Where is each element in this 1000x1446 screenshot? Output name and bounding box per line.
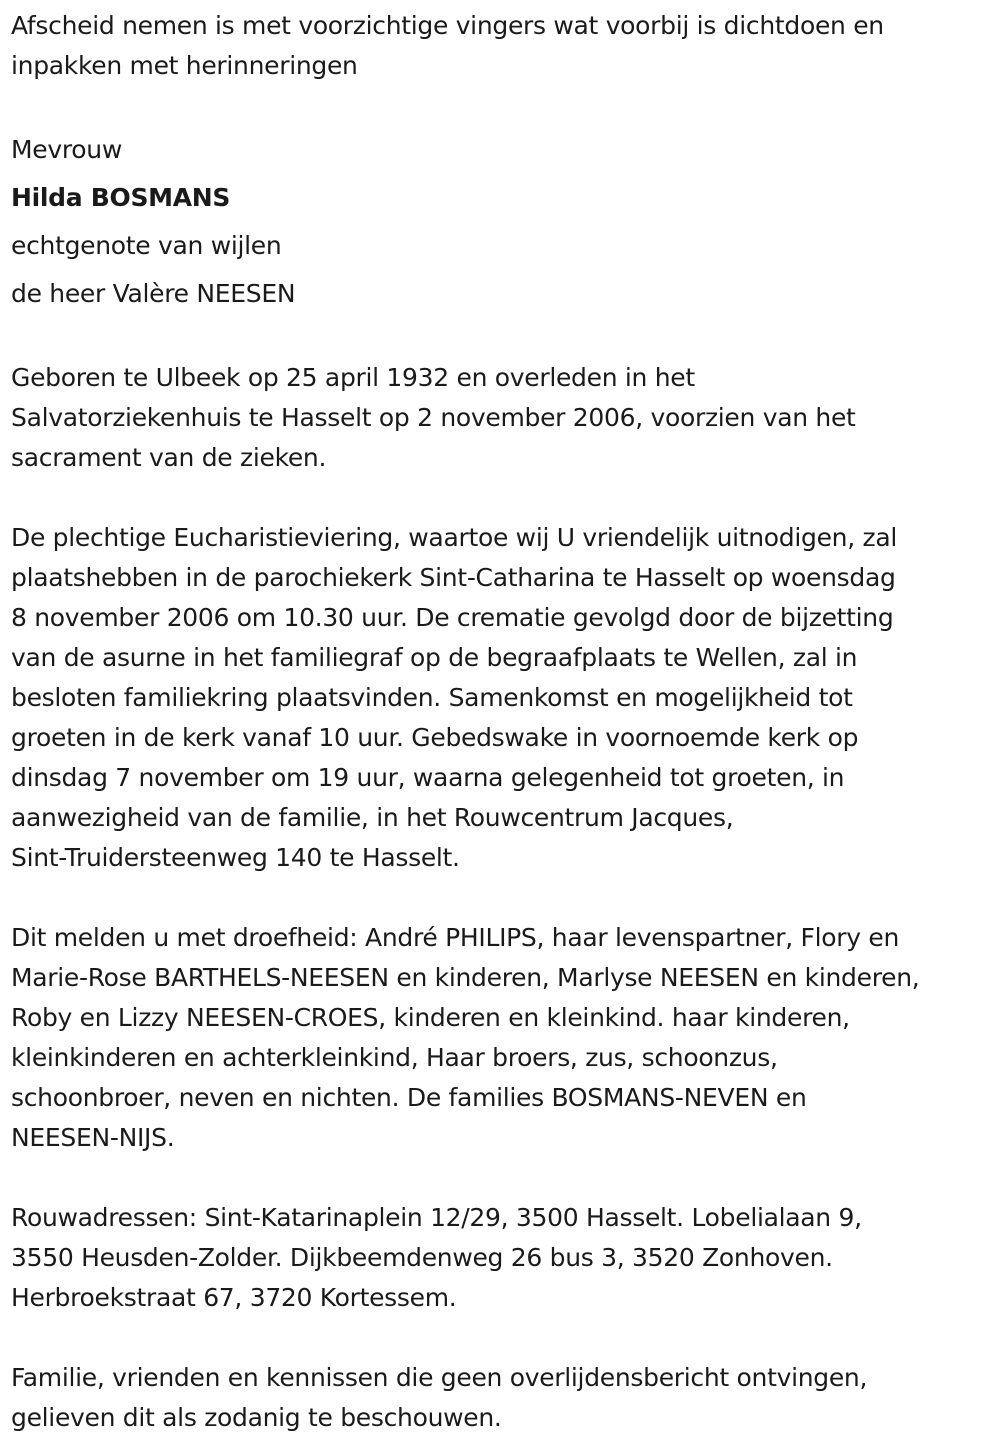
spacer bbox=[11, 478, 990, 518]
birth-death-paragraph: Geboren te Ulbeek op 25 april 1932 en overleden in het Salvatorziekenhuis te Hasselt op 2 november 2006, voorzien van het sacrament van de zieken. bbox=[11, 363, 856, 472]
deceased-name: Hilda BOSMANS bbox=[11, 183, 231, 212]
deceased-title: Mevrouw bbox=[11, 135, 122, 164]
spacer bbox=[11, 1158, 990, 1198]
deceased-block bbox=[11, 126, 990, 318]
spacer bbox=[11, 1318, 990, 1358]
deceased-spouse: de heer Valère NEESEN bbox=[11, 279, 296, 308]
ceremony-paragraph: De plechtige Eucharistieviering, waartoe wij U vriendelijk uitnodigen, zal plaatshebben in de parochiekerk Sint-Catharina te Hasselt op woensdag 8 november 2006 om 10.30 uur. De crematie gevolgd door de bijzetting van de asurne in het familiegraf op de begraafplaats te Wellen, zal in besloten familiekring plaatsvinden. Samenkomst en mogelijkheid tot groeten in de kerk vanaf 10 uur. Gebedswake in voornoemde kerk op dinsdag 7 november om 19 uur, waarna gelegenheid tot groeten, in aanwezigheid van de familie, in het Rouwcentrum Jacques, Sint-Truidersteenweg 140 te Hasselt. bbox=[11, 523, 897, 872]
motto-text: Afscheid nemen is met voorzichtige vingers wat voorbij is dichtdoen en inpakken met herinneringen bbox=[11, 11, 884, 80]
announcement-paragraph: Dit melden u met droefheid: André PHILIPS, haar levenspartner, Flory en Marie-Rose BARTHELS-NEESEN en kinderen, Marlyse NEESEN en kinderen, Roby en Lizzy NEESEN-CROES, kinderen en kleinkind. haar kinderen, kleinkinderen en achterkleinkind, Haar broers, zus, schoonzus, schoonbroer, neven en nichten. De families BOSMANS-NEVEN en NEESEN-NIJS. bbox=[11, 923, 920, 1152]
spacer bbox=[11, 318, 990, 358]
deceased-relation: echtgenote van wijlen bbox=[11, 231, 282, 260]
addresses-paragraph: Rouwadressen: Sint-Katarinaplein 12/29, 3500 Hasselt. Lobelialaan 9, 3550 Heusden-Zolder. Dijkbeemdenweg 26 bus 3, 3520 Zonhoven. Herbroekstraat 67, 3720 Kortessem. bbox=[11, 1203, 862, 1312]
closing-paragraph: Familie, vrienden en kennissen die geen overlijdensbericht ontvingen, gelieven dit als zodanig te beschouwen. bbox=[11, 1363, 868, 1432]
spacer bbox=[11, 878, 990, 918]
